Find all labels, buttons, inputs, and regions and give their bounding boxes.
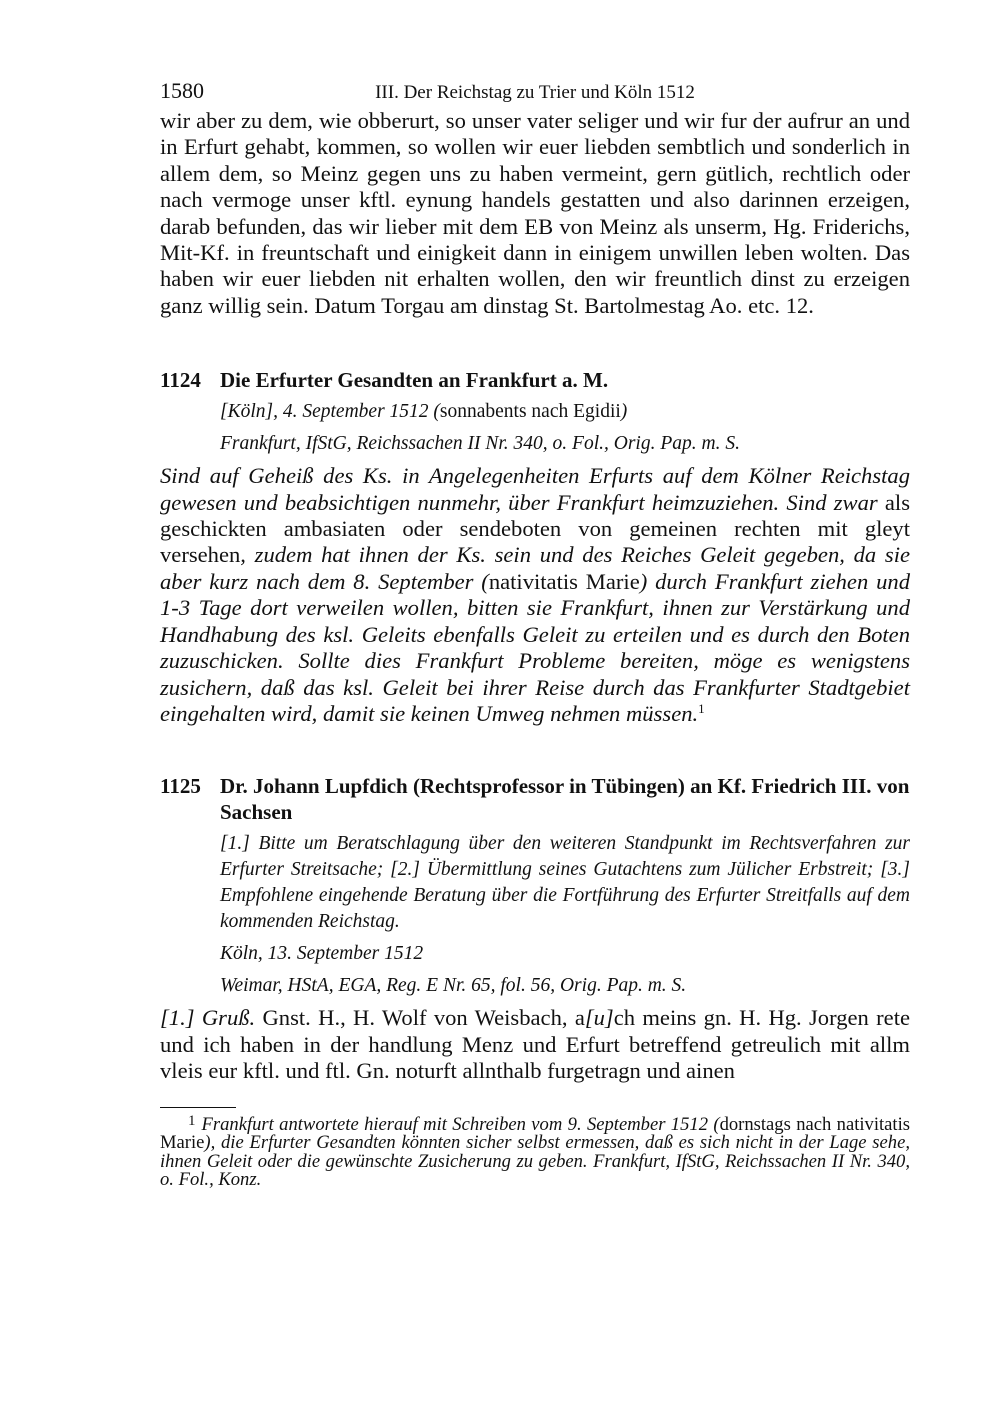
document-date: Köln, 13. September 1512	[220, 943, 424, 965]
continuation-paragraph: wir aber zu dem, wie obberurt, so unser vater seliger und wir fur der aufrur an und in Erfurt gehabt, kommen, so wollen wir euer liebden sembtlich und sonderlich in allem dem, so Meinz gegen uns zu haben vermeint, gern gütlich, rechtlich oder nach vermoge unser kftl. eynung handels gestatten und also darinnen erzeigen, darab befunden, das wir lieber mit dem EB von Meinz als unserm, Hg. Friderichs, Mit-Kf. in freuntschaft und einigkeit dann in einigem unwillen leben wolten. Das haben wir euer liebden nit erhalten wollen, den wir freuntlich dinst zu erzeigen ganz willig sein. Datum Torgau am dinstag St. Bartolmestag Ao. etc. 12.	[160, 108, 910, 318]
document-source: Frankfurt, IfStG, Reichssachen II Nr. 340, o. Fol., Orig. Pap. m. S.	[220, 433, 740, 455]
document-heading-1124	[160, 367, 910, 393]
document-title: Die Erfurter Gesandten an Frankfurt a. M.	[220, 368, 609, 393]
document-summary: [1.] Bitte um Beratschlagung über den weiteren Standpunkt im Rechtsverfahren zur Erfurter Streitsache; [2.] Übermittlung seines Gutachtens zum Jülicher Erbstreit; [3.] Empfohlene eingehende Beratung über die Fortführung des Erfurter Streitfalls auf dem kommenden Reichstag.	[220, 833, 910, 933]
regest-paragraph-1124: Sind auf Geheiß des Ks. in Angelegenheiten Erfurts auf dem Kölner Reichstag gewesen und beabsichtigen nunmehr, über Frankfurt heimzuziehen. Sind zwar als geschickten ambasiaten oder sendeboten von gemeinen rechten mit gleyt versehen, zudem hat ihnen der Ks. sein und des Reiches Geleit gegeben, da sie aber kurz nach dem 8. September (nativitatis Marie) durch Frankfurt ziehen und 1-3 Tage dort verweilen wollen, bitten sie Frankfurt, ihnen zur Verstärkung und Handhabung des ksl. Geleits ebenfalls Geleit zu erteilen und es durch den Boten zuzuschicken. Sollte dies Frankfurt Probleme bereiten, möge es wenigstens zusichern, daß das ksl. Geleit bei ihrer Reise durch das Frankfurter Stadtgebiet eingehalten wird, damit sie keinen Umweg nehmen müssen.$^1$	[160, 463, 911, 726]
running-header	[160, 78, 910, 108]
document-heading-1125	[160, 773, 910, 825]
document-source: Weimar, HStA, EGA, Reg. E Nr. 65, fol. 56, Orig. Pap. m. S.	[220, 975, 687, 997]
document-date: [Köln], 4. September 1512 (sonnabents nach Egidii)	[220, 401, 628, 423]
footnote-separator	[160, 1107, 236, 1108]
document-number: 1125	[160, 774, 201, 799]
document-number: 1124	[160, 368, 201, 393]
footnote-reference: 1	[698, 700, 705, 716]
document-title: Dr. Johann Lupfdich (Rechtsprofessor in Tübingen) an Kf. Friedrich III. von Sachsen	[220, 774, 910, 825]
page	[160, 78, 910, 1190]
letter-paragraph-1125: [1.] Gruß. Gnst. H., H. Wolf von Weisbach, a[u]ch meins gn. H. Hg. Jorgen rete und ich haben in der handlung Menz und Erfurt betreffend getreulich mit allm vleis eur kftl. und ftl. Gn. noturft allnthalb furgetragn und ainen	[160, 1005, 910, 1084]
footnote-number: 1	[188, 1112, 196, 1129]
footnote: $^1$ Frankfurt antwortete hierauf mit Schreiben vom 9. September 1512 (dornstags nach nativitatis Marie), die Erfurter Gesandten könnten sicher selbst ermessen, daß es sich nicht in der Lage sehe, ihnen Geleit oder die gewünschte Zusicherung zu geben. Frankfurt, IfStG, Reichssachen II Nr. 340, o. Fol., Konz.	[160, 1112, 910, 1191]
page-number: 1580	[160, 78, 204, 103]
running-title: III. Der Reichstag zu Trier und Köln 1512	[375, 82, 695, 103]
